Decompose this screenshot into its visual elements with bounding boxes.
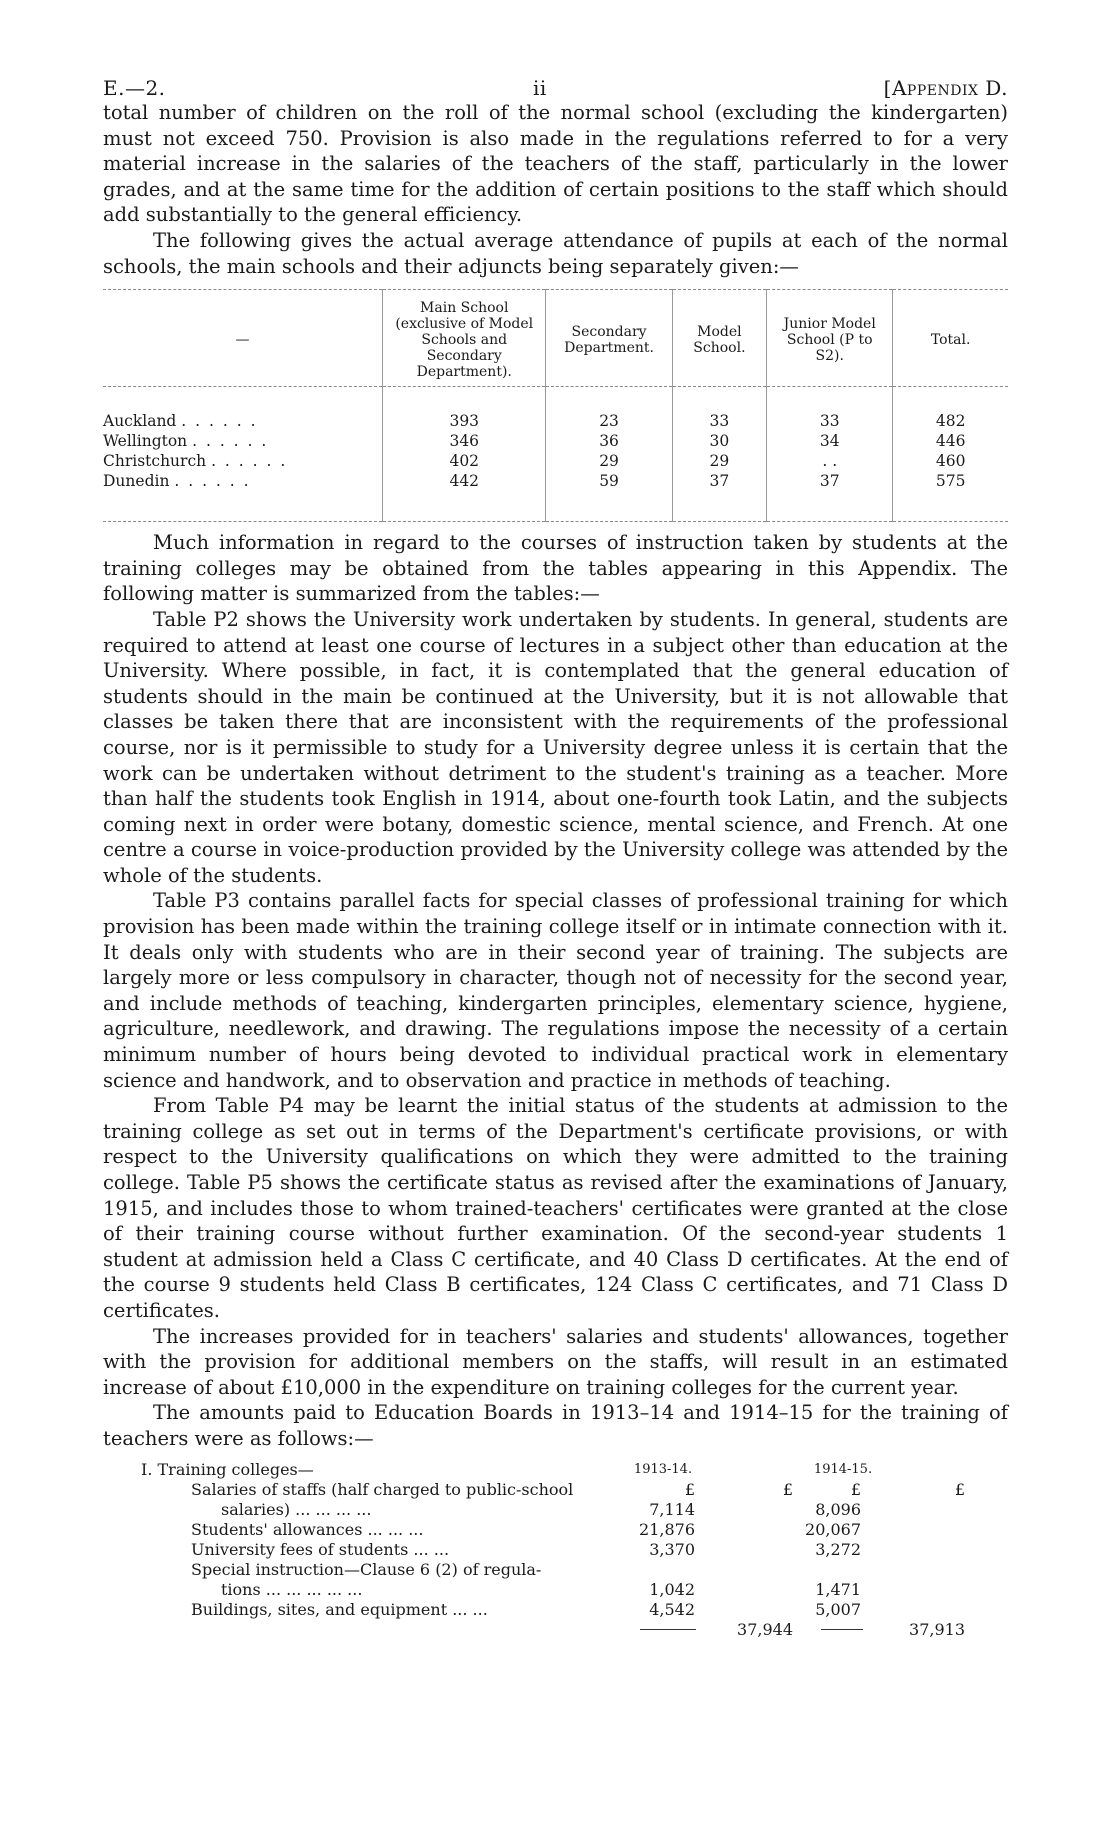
header-model: Model School. <box>672 290 766 387</box>
amounts-row <box>103 1520 1008 1540</box>
amounts-total-row <box>103 1620 1008 1640</box>
row-name: Wellington <box>103 432 188 451</box>
value-1913-14: 3,370 <box>649 1539 695 1559</box>
cell-model: 33 <box>672 387 766 432</box>
cell-junior: . . <box>767 451 893 471</box>
currency-symbol: £ <box>954 1479 965 1499</box>
attendance-header-row <box>103 290 1008 387</box>
sum-rule <box>640 1629 696 1630</box>
item-label: Special instruction—Clause 6 (2) of regula- <box>191 1559 542 1579</box>
currency-symbol: £ <box>684 1479 695 1499</box>
item-label: salaries) ... ... ... ... <box>221 1499 372 1519</box>
amounts-heading-row <box>103 1460 1008 1480</box>
cell-main: 346 <box>383 431 546 451</box>
table-row <box>103 387 1008 432</box>
amounts-row <box>103 1560 1008 1580</box>
value-1914-15: 5,007 <box>815 1599 861 1619</box>
cell-junior: 33 <box>767 387 893 432</box>
cell-model: 37 <box>672 471 766 522</box>
cell-total: 482 <box>893 387 1008 432</box>
leader-dots: . . . . . . <box>181 412 258 431</box>
cell-model: 29 <box>672 451 766 471</box>
cell-main: 442 <box>383 471 546 522</box>
item-label: University fees of students ... ... <box>191 1539 450 1559</box>
header-junior-model: Junior Model School (P to S2). <box>767 290 893 387</box>
item-label: Students' allowances ... ... ... <box>191 1519 424 1539</box>
total-1913-14: 37,944 <box>737 1619 793 1639</box>
value-1913-14: 4,542 <box>649 1599 695 1619</box>
value-1914-15: 8,096 <box>815 1499 861 1519</box>
total-1914-15: 37,913 <box>909 1619 965 1639</box>
cell-total: 446 <box>893 431 1008 451</box>
attendance-table <box>103 289 1008 522</box>
header-ref: E.—2. <box>103 76 166 100</box>
currency-symbol: £ <box>850 1479 861 1499</box>
value-1913-14: 7,114 <box>649 1499 695 1519</box>
paragraph-5: Table P3 contains parallel facts for special classes of professional training for which provision has been made within the training college itself or in intimate connection with it. It deals only with students who are in their second year of training. The subjects are largely more or less compulsory in character, though not of necessity for the second year, and include methods of teaching, kindergarten principles, elementary science, hygiene, agriculture, needlework, and drawing. The regulations impose the necessity of a certain minimum number of hours being devoted to individual practical work in elementary science and handwork, and to observation and practice in methods of teaching. <box>103 889 1008 1092</box>
value-1914-15: 20,067 <box>805 1519 861 1539</box>
amounts-table <box>103 1460 1008 1640</box>
item-label: Salaries of staffs (half charged to public-school <box>191 1479 574 1499</box>
amounts-row <box>103 1600 1008 1620</box>
amounts-row <box>103 1580 1008 1600</box>
leader-dots: . . . . . . <box>174 472 251 491</box>
page-header <box>103 60 1008 100</box>
cell-secondary: 29 <box>546 451 672 471</box>
year-1914-15: 1914-15. <box>813 1461 873 1477</box>
cell-secondary: 36 <box>546 431 672 451</box>
amounts-row <box>103 1480 1008 1500</box>
page-number: ii <box>533 76 547 100</box>
year-1913-14: 1913-14. <box>633 1461 693 1477</box>
sum-rule <box>821 1629 863 1630</box>
row-name: Dunedin <box>103 472 170 491</box>
leader-dots: . . . . . . <box>211 452 288 471</box>
table-row <box>103 431 1008 451</box>
paragraph-3: Much information in regard to the courses of instruction taken by students at the training colleges may be obtained from the tables appearing in this Appendix. The following matter is summarized from the tables:— <box>103 531 1008 606</box>
item-label: tions ... ... ... ... ... <box>221 1579 363 1599</box>
value-1913-14: 21,876 <box>639 1519 695 1539</box>
cell-model: 30 <box>672 431 766 451</box>
cell-total: 575 <box>893 471 1008 522</box>
cell-junior: 34 <box>767 431 893 451</box>
row-name: Auckland <box>103 412 177 431</box>
header-appendix: [Appendix D. <box>883 76 1008 100</box>
paragraph-2: The following gives the actual average attendance of pupils at each of the normal schools, the main schools and their adjuncts being separately given:— <box>103 228 1008 278</box>
cell-main: 393 <box>383 387 546 432</box>
value-1913-14: 1,042 <box>649 1579 695 1599</box>
value-1914-15: 1,471 <box>815 1579 861 1599</box>
cell-secondary: 59 <box>546 471 672 522</box>
paragraph-7: The increases provided for in teachers' salaries and students' allowances, together with the provision for additional members on the staffs, will result in an estimated increase of about £10,000 in the expenditure on training colleges for the current year. <box>103 1324 1008 1399</box>
paragraph-8: The amounts paid to Education Boards in 1913–14 and 1914–15 for the training of teachers were as follows:— <box>103 1401 1008 1450</box>
header-secondary: Secondary Department. <box>546 290 672 387</box>
corner-cell: — <box>103 290 383 387</box>
currency-symbol: £ <box>782 1479 793 1499</box>
table-row <box>103 471 1008 522</box>
cell-total: 460 <box>893 451 1008 471</box>
document-page <box>103 60 1008 1640</box>
header-total: Total. <box>893 290 1008 387</box>
item-label: Buildings, sites, and equipment ... ... <box>191 1599 488 1619</box>
cell-main: 402 <box>383 451 546 471</box>
section-heading: I. Training colleges— <box>141 1459 314 1479</box>
cell-junior: 37 <box>767 471 893 522</box>
cell-secondary: 23 <box>546 387 672 432</box>
paragraph-4: Table P2 shows the University work undertaken by students. In general, students are required to attend at least one course of lectures in a subject other than education at the University. Where possible, in fact, it is contemplated that the general education of students should in the main be continued at the University, but it is not allowable that classes be taken there that are inconsistent with the requirements of the professional course, nor is it permissible to study for a University degree unless it is certain that the work can be undertaken without detriment to the student's training as a teacher. More than half the students took English in 1914, about one-fourth took Latin, and the subjects coming next in order were botany, domestic science, mental science, and French. At one centre a course in voice-production provided by the University college was attended by the whole of the students. <box>103 607 1008 887</box>
amounts-row <box>103 1500 1008 1520</box>
paragraph-1: total number of children on the roll of the normal school (excluding the kindergarten) must not exceed 750. Provision is also made in the regulations referred to for a very material increase in the salaries of the teachers of the staff, particularly in the lower grades, and at the same time for the addition of certain positions to the staff which should add substantially to the general efficiency. <box>103 101 1008 227</box>
row-name: Christchurch <box>103 452 207 471</box>
paragraph-6: From Table P4 may be learnt the initial status of the students at admission to the training college as set out in terms of the Department's certificate provisions, or with respect to the University qualifications on which they were admitted to the training college. Table P5 shows the certificate status as revised after the examinations of January, 1915, and includes those to whom trained-teachers' certificates were granted at the close of their training course without further examination. Of the second-year students 1 student at admission held a Class C certificate, and 40 Class D certificates. At the end of the course 9 students held Class B certificates, 124 Class C certificates, and 71 Class D certificates. <box>103 1094 1008 1322</box>
amounts-row <box>103 1540 1008 1560</box>
value-1914-15: 3,272 <box>815 1539 861 1559</box>
header-main-school: Main School (exclusive of Model Schools and Secondary Department). <box>383 290 546 387</box>
table-row <box>103 451 1008 471</box>
leader-dots: . . . . . . <box>192 432 269 451</box>
